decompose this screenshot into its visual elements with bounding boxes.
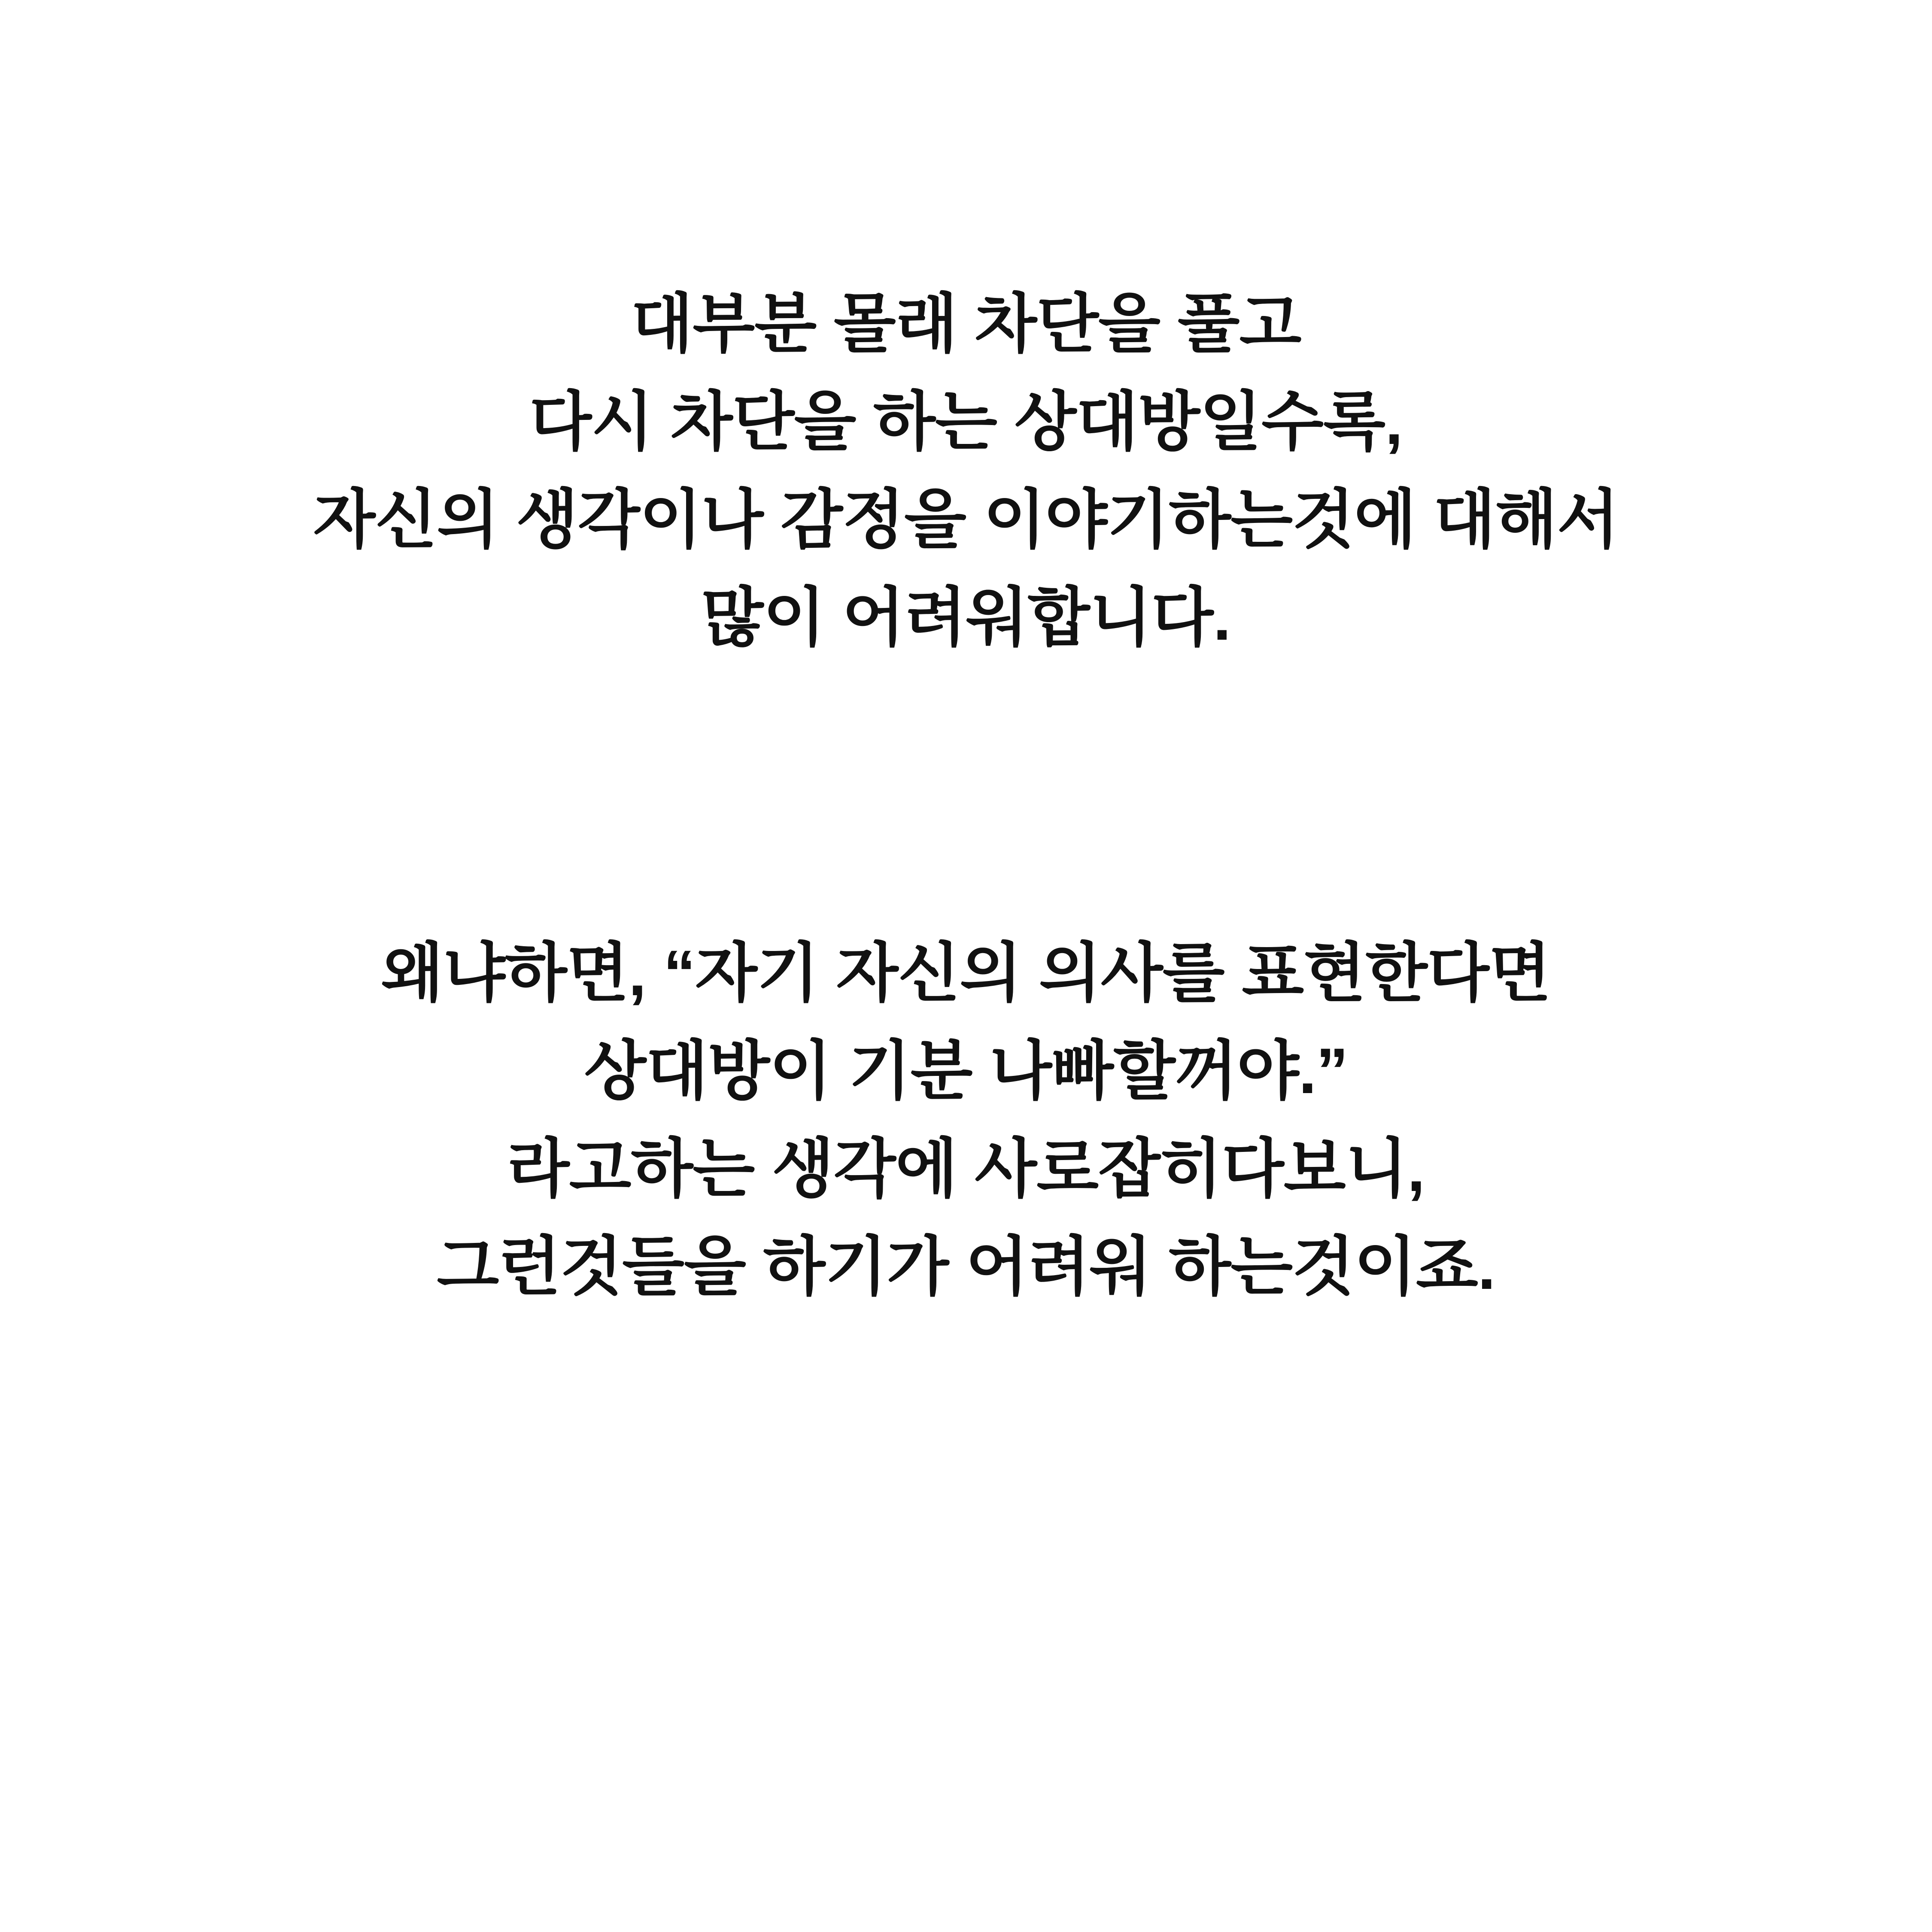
text-line: 다시 차단을 하는 상대방일수록, [529, 386, 1403, 458]
text-line: 상대방이 기분 나빠할꺼야.” [584, 1035, 1348, 1107]
text-line: 대부분 몰래 차단을 풀고 [631, 288, 1301, 360]
paragraph-2 [0, 924, 1932, 1315]
text-line: 그런것들을 하기가 어려워 하는것이죠. [437, 1230, 1495, 1303]
paragraph-1 [0, 275, 1932, 666]
text-line: 왜냐하면, “자기 자신의 의사를 표현한다면 [381, 937, 1551, 1009]
text-line: 라고하는 생각에 사로잡히다보니, [507, 1133, 1425, 1205]
text-line: 많이 어려워합니다. [701, 581, 1231, 653]
text-line: 자신의 생각이나 감정을 이야기하는것에 대해서 [313, 483, 1619, 556]
paragraph-spacer [0, 666, 1932, 924]
